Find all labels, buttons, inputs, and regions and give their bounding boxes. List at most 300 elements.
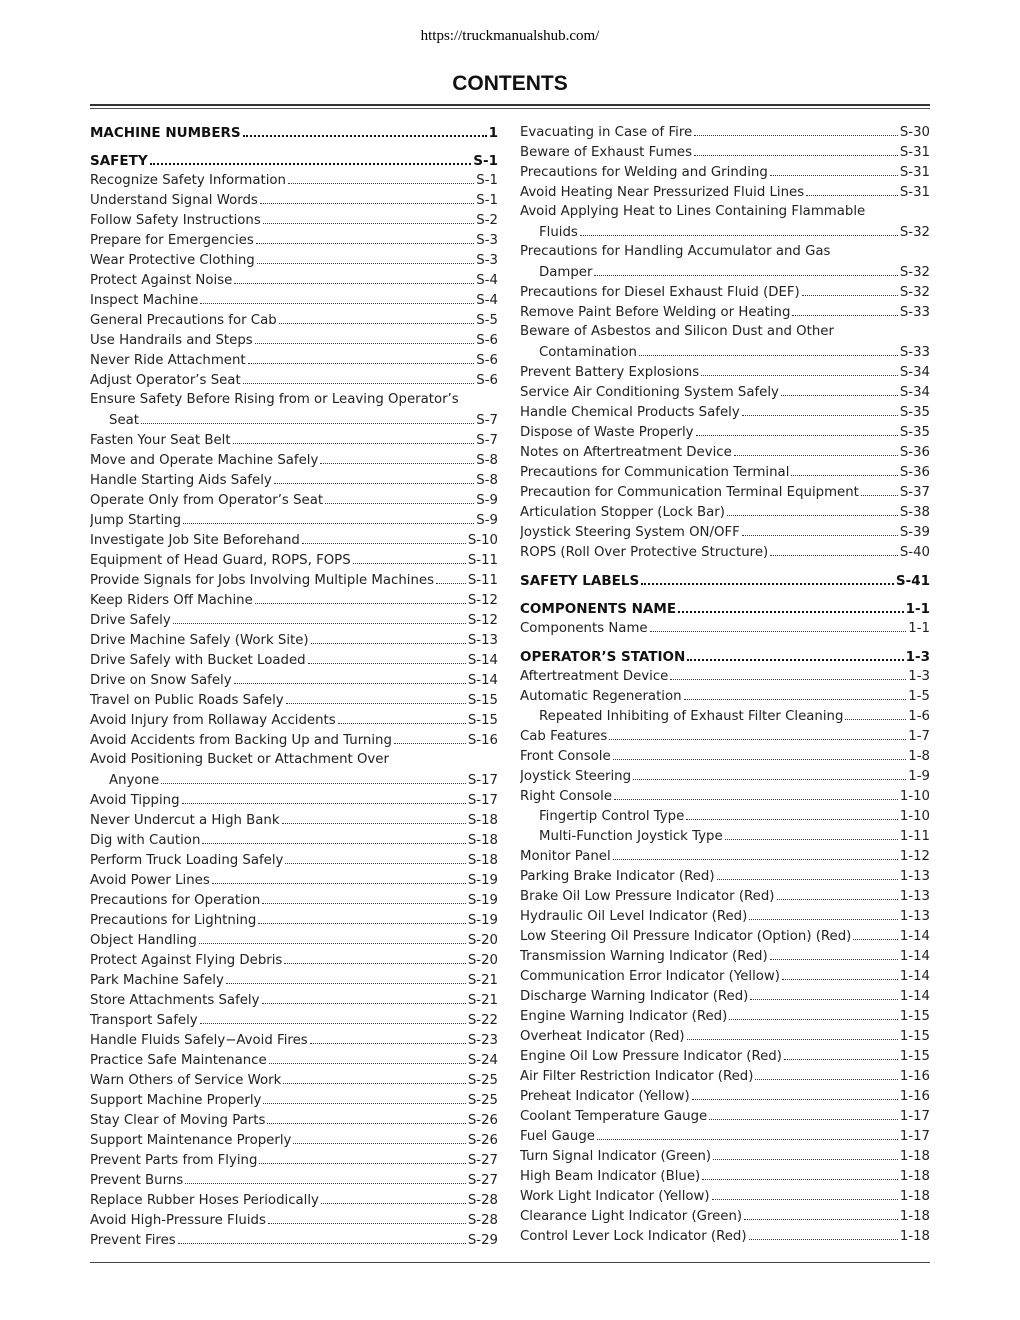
toc-page-number: S-17 [467, 773, 498, 788]
toc-page-number: S-26 [467, 1133, 498, 1148]
toc-section-heading[interactable] [520, 646, 930, 666]
toc-page-number: S-15 [467, 693, 498, 708]
toc-entry-title: Seat [109, 413, 139, 428]
toc-entry[interactable] [520, 1026, 930, 1046]
toc-entry[interactable] [90, 1070, 498, 1090]
toc-page-number: 1-1 [905, 601, 930, 617]
toc-entry-title: OPERATOR’S STATION [520, 649, 686, 665]
toc-entry[interactable] [90, 990, 498, 1010]
toc-entry-title: Travel on Public Roads Safely [90, 693, 284, 708]
dot-leader [325, 490, 474, 504]
toc-entry[interactable] [520, 906, 930, 926]
toc-entry-title: Work Light Indicator (Yellow) [520, 1189, 710, 1204]
toc-page-number: S-18 [467, 853, 498, 868]
toc-entry-title: Automatic Regeneration [520, 689, 682, 704]
dot-leader [701, 362, 898, 376]
toc-entry-title: Service Air Conditioning System Safely [520, 385, 779, 400]
dot-leader [274, 470, 475, 484]
toc-page-number: S-17 [467, 793, 498, 808]
toc-page-number: S-2 [476, 213, 498, 228]
toc-page-number: S-1 [476, 173, 498, 188]
toc-entry[interactable] [520, 706, 930, 726]
toc-entry-title: Clearance Light Indicator (Green) [520, 1209, 743, 1224]
toc-section-heading[interactable] [90, 122, 498, 142]
toc-entry-title: Transport Safely [90, 1013, 198, 1028]
dot-leader [286, 690, 466, 704]
toc-entry[interactable] [90, 1030, 498, 1050]
toc-entry[interactable] [90, 1170, 498, 1190]
toc-entry-title: Control Lever Lock Indicator (Red) [520, 1229, 747, 1244]
toc-page-number: 1-14 [899, 969, 930, 984]
toc-entry[interactable] [520, 986, 930, 1006]
toc-page-number: S-35 [899, 425, 930, 440]
toc-entry[interactable] [520, 442, 930, 462]
toc-page-number: 1-14 [899, 989, 930, 1004]
toc-entry-title: Air Filter Restriction Indicator (Red) [520, 1069, 754, 1084]
dot-leader [248, 350, 475, 364]
dot-leader [141, 410, 474, 424]
toc-page-number: S-32 [899, 285, 930, 300]
dot-leader [686, 806, 898, 820]
toc-entry[interactable] [520, 182, 930, 202]
toc-entry-title: Communication Error Indicator (Yellow) [520, 969, 780, 984]
toc-entry-continued[interactable] [520, 202, 930, 222]
toc-entry-continued[interactable] [520, 242, 930, 262]
toc-entry-title: Drive Machine Safely (Work Site) [90, 633, 309, 648]
toc-entry[interactable] [90, 250, 498, 270]
toc-page-number: 1-6 [908, 709, 930, 724]
toc-page-number: 1-15 [899, 1029, 930, 1044]
toc-entry-title: Low Steering Oil Pressure Indicator (Option) (Red) [520, 929, 852, 944]
toc-entry[interactable] [90, 310, 498, 330]
toc-entry[interactable] [90, 770, 498, 790]
toc-entry[interactable] [520, 1126, 930, 1146]
toc-entry-continued[interactable] [520, 322, 930, 342]
toc-entry[interactable] [90, 410, 498, 430]
toc-page-number: 1 [488, 125, 498, 141]
toc-entry[interactable] [90, 470, 498, 490]
toc-entry-title: Precautions for Handling Accumulator and Gas [520, 244, 831, 259]
toc-entry[interactable] [90, 270, 498, 290]
toc-page-number: 1-18 [899, 1229, 930, 1244]
toc-left-column [90, 122, 498, 1250]
toc-entry[interactable] [90, 430, 498, 450]
toc-entry[interactable] [90, 370, 498, 390]
toc-entry[interactable] [520, 886, 930, 906]
toc-entry[interactable] [90, 630, 498, 650]
toc-entry-title: Engine Warning Indicator (Red) [520, 1009, 728, 1024]
dot-leader [750, 986, 897, 1000]
toc-entry[interactable] [520, 806, 930, 826]
toc-page-number: S-31 [899, 145, 930, 160]
dot-leader [243, 122, 487, 137]
toc-entry[interactable] [90, 810, 498, 830]
toc-entry[interactable] [520, 1086, 930, 1106]
toc-entry[interactable] [90, 490, 498, 510]
dot-leader [200, 1010, 466, 1024]
dot-leader [212, 870, 466, 884]
toc-entry-title: Damper [539, 265, 593, 280]
toc-page-number: S-33 [899, 345, 930, 360]
dot-leader [597, 1126, 898, 1140]
dot-leader [709, 1106, 898, 1120]
toc-page-number: S-1 [473, 153, 498, 169]
dot-leader [150, 150, 472, 165]
toc-page-number: S-3 [476, 253, 498, 268]
dot-leader [256, 230, 475, 244]
toc-entry[interactable] [520, 342, 930, 362]
dot-leader [282, 810, 466, 824]
toc-entry[interactable] [520, 1166, 930, 1186]
dot-leader [791, 462, 897, 476]
toc-page-number: 1-18 [899, 1189, 930, 1204]
toc-entry-title: Precautions for Communication Terminal [520, 465, 790, 480]
dot-leader [260, 190, 474, 204]
toc-entry[interactable] [90, 870, 498, 890]
title-rule-thin [90, 108, 930, 109]
toc-entry[interactable] [90, 230, 498, 250]
dot-leader [802, 282, 898, 296]
toc-entry-title: Follow Safety Instructions [90, 213, 261, 228]
toc-entry[interactable] [90, 1010, 498, 1030]
toc-page-number: S-33 [899, 305, 930, 320]
toc-entry[interactable] [90, 910, 498, 930]
toc-entry[interactable] [90, 730, 498, 750]
toc-entry[interactable] [90, 1210, 498, 1230]
dot-leader [178, 1230, 466, 1244]
toc-entry[interactable] [90, 530, 498, 550]
toc-page-number: S-19 [467, 913, 498, 928]
toc-page-number: S-6 [476, 333, 498, 348]
toc-entry[interactable] [520, 382, 930, 402]
toc-entry[interactable] [90, 570, 498, 590]
toc-entry-title: Investigate Job Site Beforehand [90, 533, 300, 548]
page-title: CONTENTS [452, 72, 568, 95]
toc-entry-title: Avoid Injury from Rollaway Accidents [90, 713, 336, 728]
dot-leader [436, 570, 466, 584]
toc-entry-title: Never Ride Attachment [90, 353, 246, 368]
dot-leader [694, 142, 898, 156]
dot-leader [263, 210, 475, 224]
toc-page-number: S-23 [467, 1033, 498, 1048]
toc-entry[interactable] [520, 926, 930, 946]
toc-entry-title: Practice Safe Maintenance [90, 1053, 267, 1068]
dot-leader [770, 542, 898, 556]
dot-leader [727, 502, 898, 516]
dot-leader [255, 330, 475, 344]
toc-page-number: S-18 [467, 813, 498, 828]
toc-entry[interactable] [520, 686, 930, 706]
dot-leader [678, 598, 904, 613]
toc-entry[interactable] [520, 1046, 930, 1066]
dot-leader [293, 1130, 465, 1144]
dot-leader [782, 966, 898, 980]
toc-entry-title: Handle Fluids Safely−Avoid Fires [90, 1033, 308, 1048]
toc-entry[interactable] [90, 1110, 498, 1130]
toc-entry-title: Operate Only from Operator’s Seat [90, 493, 324, 508]
toc-entry-title: Engine Oil Low Pressure Indicator (Red) [520, 1049, 782, 1064]
dot-leader [234, 270, 474, 284]
toc-entry[interactable] [520, 362, 930, 382]
toc-entry[interactable] [90, 650, 498, 670]
toc-page-number: 1-5 [908, 689, 930, 704]
toc-entry[interactable] [520, 402, 930, 422]
toc-page-number: 1-11 [899, 829, 930, 844]
dot-leader [650, 618, 907, 632]
toc-entry-title: Hydraulic Oil Level Indicator (Red) [520, 909, 748, 924]
toc-entry-title: Fasten Your Seat Belt [90, 433, 231, 448]
toc-entry[interactable] [90, 590, 498, 610]
toc-section-heading[interactable] [520, 570, 930, 590]
toc-page-number: S-11 [467, 573, 498, 588]
toc-entry-title: Protect Against Noise [90, 273, 233, 288]
toc-entry[interactable] [520, 826, 930, 846]
toc-entry-title: Monitor Panel [520, 849, 611, 864]
toc-page-number: 1-12 [899, 849, 930, 864]
dot-leader [283, 1070, 466, 1084]
dot-leader [692, 1086, 898, 1100]
toc-page-number: S-21 [467, 973, 498, 988]
toc-entry-title: Recognize Safety Information [90, 173, 286, 188]
toc-entry-title: SAFETY LABELS [520, 573, 640, 589]
toc-entry[interactable] [520, 618, 930, 638]
toc-entry[interactable] [90, 1150, 498, 1170]
toc-entry[interactable] [90, 1230, 498, 1250]
toc-entry[interactable] [90, 450, 498, 470]
toc-entry-continued[interactable] [90, 390, 498, 410]
toc-page-number: S-27 [467, 1153, 498, 1168]
toc-page-number: S-16 [467, 733, 498, 748]
toc-entry[interactable] [90, 190, 498, 210]
toc-page-number: S-10 [467, 533, 498, 548]
toc-page-number: 1-10 [899, 789, 930, 804]
toc-entry-title: Beware of Exhaust Fumes [520, 145, 693, 160]
toc-entry[interactable] [520, 502, 930, 522]
toc-entry[interactable] [90, 950, 498, 970]
toc-section-heading[interactable] [90, 150, 498, 170]
toc-section-heading[interactable] [520, 598, 930, 618]
toc-entry[interactable] [520, 946, 930, 966]
dot-leader [725, 826, 898, 840]
toc-entry-continued[interactable] [90, 750, 498, 770]
toc-entry-title: Wear Protective Clothing [90, 253, 255, 268]
toc-page-number: S-38 [899, 505, 930, 520]
toc-entry-title: High Beam Indicator (Blue) [520, 1169, 701, 1184]
toc-entry-title: Stay Clear of Moving Parts [90, 1113, 266, 1128]
toc-page-number: 1-9 [908, 769, 930, 784]
toc-entry-title: Precaution for Communication Terminal Equipment [520, 485, 859, 500]
dot-leader [734, 442, 898, 456]
dot-leader [670, 666, 906, 680]
toc-entry[interactable] [90, 350, 498, 370]
toc-entry[interactable] [520, 1066, 930, 1086]
toc-entry[interactable] [520, 1226, 930, 1246]
toc-page-number: S-19 [467, 893, 498, 908]
dot-leader [183, 510, 474, 524]
dot-leader [285, 850, 465, 864]
dot-leader [806, 182, 898, 196]
toc-entry[interactable] [520, 482, 930, 502]
toc-page-number: 1-3 [908, 669, 930, 684]
toc-entry[interactable] [520, 1206, 930, 1226]
dot-leader [742, 522, 898, 536]
dot-leader [861, 482, 898, 496]
toc-page-number: S-7 [476, 413, 498, 428]
toc-entry[interactable] [90, 1130, 498, 1150]
dot-leader [255, 590, 466, 604]
toc-entry-title: Evacuating in Case of Fire [520, 125, 693, 140]
toc-entry-title: Never Undercut a High Bank [90, 813, 280, 828]
toc-page-number: S-34 [899, 385, 930, 400]
toc-entry-title: Articulation Stopper (Lock Bar) [520, 505, 725, 520]
dot-leader [263, 1090, 465, 1104]
toc-entry[interactable] [520, 162, 930, 182]
toc-entry[interactable] [90, 690, 498, 710]
toc-entry[interactable] [90, 1050, 498, 1070]
toc-page-number: 1-17 [899, 1129, 930, 1144]
toc-page-number: 1-10 [899, 809, 930, 824]
toc-entry[interactable] [90, 510, 498, 530]
toc-entry[interactable] [520, 866, 930, 886]
dot-leader [262, 890, 465, 904]
toc-entry[interactable] [520, 726, 930, 746]
toc-entry-title: Move and Operate Machine Safely [90, 453, 319, 468]
toc-entry[interactable] [520, 846, 930, 866]
dot-leader [770, 946, 898, 960]
toc-page-number: S-40 [899, 545, 930, 560]
toc-page-number: S-9 [476, 513, 498, 528]
toc-entry[interactable] [520, 522, 930, 542]
toc-entry-title: Dispose of Waste Properly [520, 425, 694, 440]
toc-entry-title: Handle Starting Aids Safely [90, 473, 272, 488]
toc-page-number: S-20 [467, 933, 498, 948]
toc-entry[interactable] [520, 122, 930, 142]
toc-entry[interactable] [90, 290, 498, 310]
toc-entry-title: Discharge Warning Indicator (Red) [520, 989, 749, 1004]
toc-entry[interactable] [520, 1006, 930, 1026]
dot-leader [641, 570, 894, 585]
toc-entry[interactable] [90, 970, 498, 990]
toc-page-number: 1-18 [899, 1209, 930, 1224]
toc-entry[interactable] [520, 542, 930, 562]
toc-entry[interactable] [520, 1186, 930, 1206]
dot-leader [353, 550, 466, 564]
dot-leader [288, 170, 474, 184]
toc-entry[interactable] [90, 170, 498, 190]
toc-entry[interactable] [90, 830, 498, 850]
dot-leader [338, 710, 466, 724]
toc-page-number: S-12 [467, 593, 498, 608]
toc-page-number: 1-14 [899, 929, 930, 944]
toc-page-number: S-6 [476, 353, 498, 368]
toc-entry-title: Anyone [109, 773, 160, 788]
toc-entry[interactable] [520, 142, 930, 162]
toc-entry-title: Components Name [520, 621, 648, 636]
toc-page-number: S-4 [476, 273, 498, 288]
dot-leader [633, 766, 906, 780]
toc-entry-title: Drive Safely [90, 613, 171, 628]
toc-entry[interactable] [520, 282, 930, 302]
toc-entry[interactable] [520, 222, 930, 242]
toc-entry[interactable] [520, 422, 930, 442]
dot-leader [755, 1066, 897, 1080]
toc-entry[interactable] [520, 302, 930, 322]
toc-entry-title: Prepare for Emergencies [90, 233, 254, 248]
toc-page-number: S-34 [899, 365, 930, 380]
toc-entry-title: Handle Chemical Products Safely [520, 405, 740, 420]
toc-entry-title: Right Console [520, 789, 613, 804]
dot-leader [613, 746, 907, 760]
toc-entry[interactable] [520, 462, 930, 482]
dot-leader [321, 1190, 466, 1204]
toc-page-number: S-28 [467, 1213, 498, 1228]
dot-leader [594, 262, 897, 276]
toc-entry[interactable] [520, 786, 930, 806]
toc-entry-title: Fingertip Control Type [539, 809, 685, 824]
toc-entry[interactable] [520, 746, 930, 766]
dot-leader [262, 990, 466, 1004]
title-rule-thick [90, 104, 930, 106]
toc-entry[interactable] [90, 930, 498, 950]
toc-page-number: 1-13 [899, 909, 930, 924]
toc-entry-title: Protect Against Flying Debris [90, 953, 283, 968]
toc-entry-title: Adjust Operator’s Seat [90, 373, 241, 388]
toc-entry[interactable] [520, 1106, 930, 1126]
toc-entry[interactable] [90, 1090, 498, 1110]
toc-entry[interactable] [90, 890, 498, 910]
toc-entry[interactable] [520, 766, 930, 786]
dot-leader [182, 790, 466, 804]
toc-entry[interactable] [520, 666, 930, 686]
toc-entry-title: COMPONENTS NAME [520, 601, 677, 617]
toc-entry-title: Overheat Indicator (Red) [520, 1029, 685, 1044]
toc-entry-title: Joystick Steering [520, 769, 632, 784]
toc-entry[interactable] [90, 850, 498, 870]
dot-leader [639, 342, 898, 356]
toc-entry-title: Avoid Tipping [90, 793, 180, 808]
toc-entry[interactable] [520, 262, 930, 282]
toc-entry[interactable] [520, 1146, 930, 1166]
toc-entry[interactable] [90, 550, 498, 570]
toc-entry-title: Parking Brake Indicator (Red) [520, 869, 715, 884]
toc-entry[interactable] [90, 710, 498, 730]
toc-page-number: 1-17 [899, 1109, 930, 1124]
toc-entry[interactable] [90, 610, 498, 630]
toc-entry-title: Equipment of Head Guard, ROPS, FOPS [90, 553, 351, 568]
toc-page-number: S-22 [467, 1013, 498, 1028]
toc-page-number: 1-16 [899, 1089, 930, 1104]
dot-leader [729, 1006, 897, 1020]
dot-leader [311, 630, 466, 644]
toc-page-number: S-7 [476, 433, 498, 448]
toc-entry-title: Support Machine Properly [90, 1093, 262, 1108]
toc-entry[interactable] [90, 210, 498, 230]
toc-page-number: S-36 [899, 465, 930, 480]
toc-entry[interactable] [90, 790, 498, 810]
toc-entry-title: Contamination [539, 345, 637, 360]
toc-entry[interactable] [90, 330, 498, 350]
toc-entry-title: Jump Starting [90, 513, 182, 528]
toc-page-number: S-31 [899, 165, 930, 180]
toc-entry[interactable] [90, 1190, 498, 1210]
toc-page-number: S-5 [476, 313, 498, 328]
dot-leader [202, 830, 465, 844]
toc-entry-title: Precautions for Diesel Exhaust Fluid (DEF) [520, 285, 800, 300]
toc-entry[interactable] [520, 966, 930, 986]
toc-page-number: S-4 [476, 293, 498, 308]
toc-entry-title: Fuel Gauge [520, 1129, 595, 1144]
toc-entry[interactable] [90, 670, 498, 690]
